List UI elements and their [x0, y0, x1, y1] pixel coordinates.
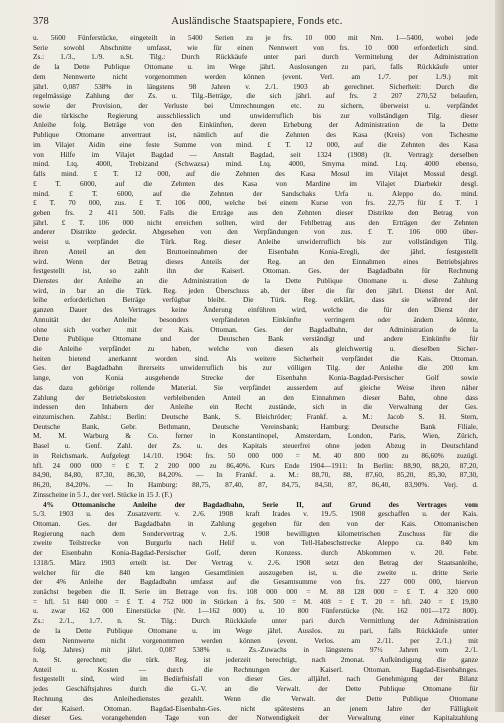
text-line: de la Dette Publique Ottomane u. im Wege jährl. Auslosungen zu pari, falls Rückkäufe unter [33, 62, 478, 72]
text-line: de la Dette Publique Ottomane u. im Wege jährl. Ausslos. zu pari, falls Rückkäufe unter [33, 625, 478, 635]
page-number: 378 [33, 16, 49, 27]
text-line: M. M. Warburg & Co. ferner in Konstantinopel, Amsterdam, London, Paris, Wien, Zürich, [33, 431, 478, 441]
text-line: Regierung nach dem Sondervertrag v. 2./6. 1908 bewilligten kilometrischen Zuschuss für die [33, 528, 478, 538]
text-line: Dette Publique Ottomane und der Deutschen Bank verständigt und andere Einkünfte für [33, 334, 478, 344]
text-line: wird. Wenn der Betrag dieses Anteils der Reg. an den Einnahmen eines Betriebsjahres [33, 256, 478, 266]
running-title: Ausländische Staatspapiere, Fonds etc. [171, 16, 343, 27]
text-line: = hfl. 51 840 000 = £ T. 4 752 000 in Stücken à frs. 500 = M. 408 = £ T. 20 = hfl. 240 = £ 19,80 [33, 596, 478, 606]
text-line: u. zwar 162 000 Einerstücke (Nr. 1—162 000) u. 10 800 Fünferstücke (Nr. 162 001—172 800). [33, 606, 478, 616]
text-line: Zahlung der Betriebskosten verbleibenden Anteil an den Einnahmen dieser Bahn, ohne dass [33, 392, 478, 402]
text-line: Zs.: 2./1., 1./7. n. St. Tilg.: Durch Rückkäufe unter pari durch Vermittlung der Administration [33, 616, 478, 626]
text-line: welcher für die 840 km langen Gesamtlinien auszugeben ist, u. die zweite u. dritte Serie [33, 567, 478, 577]
text-line: die Anleihe verpfändet zu haben, welche von diesen als gleichwertig u. dieselben Sicher- [33, 344, 478, 353]
text-line: in Reichsmark. Aufgelegt 14./10. 1904: frs. 50 000 000 = M. 40 800 000 zu 86,60% zuzügl. [33, 450, 478, 460]
text-line: falls mind. £ T. 12 000, auf die Zehnten des Kasa Mosul im Vilajet Mossul desgl. [33, 169, 478, 179]
text-line: zunächst begeben die II. Serie im Betrage von frs. 108 000 000 = M. 88 128 000 = £ T. 4 320 000 [33, 586, 478, 596]
text-line: Publique Ottomane anvertraut ist, nämlich auf die Zehnten des Kasa (Kreis) von Tschesme [33, 130, 478, 140]
page-header [33, 15, 481, 29]
text-line: lange, von Konia ausgehende Strecke der Eisenbahn Konia-Bagdad-Persischer Golf sowie [33, 373, 478, 383]
text-line: 5./3. 1903 u. des Zusatzvertr. v. 2./6. 1908 kraft Irades v. 19./5. 1908 geschaffen u. der Kais. [33, 509, 478, 519]
text-line: jedes Geschäftsjahres durch die G.-V. an die Verwalt. der Dette Publique Ottomane für [33, 684, 478, 694]
text-line: Serie sowohl Abschnitte umfasst, wie für einen Nennwert von frs. 10 000 erforderlich sind. [33, 42, 478, 52]
text-line: ihren Anteil an den Bruttoeinnahmen der Eisenbahn Konia-Eregli, der jährl. festgestellt [33, 246, 478, 256]
text-line: einzumischen. Zahlst.: Berlin: Deutsche Bank, S. Bleichröder; Frankf. a. M.: Jacob S. H. Stern, [33, 412, 478, 422]
page-gutter-shadow [495, 0, 504, 712]
text-line: ganzen Dauer des Vertrages keine Änderung einführen wird, welche die für den Dienst der [33, 305, 478, 315]
text-line: von Hilfe im Vilajet Bagdad — Anstalt Bagdad, seit 1324 (1908) (lt. Vertrag): derselben [33, 149, 478, 159]
text-line: heiten bietend anerkannt worden sind. Als weitere Sicherheit verpfändet die Kais. Ottoman. [33, 353, 478, 363]
text-line: zweite Teilstrecke von Burgurlu nach Helif u. von Tell-Habeschstrecke Aleppo ca. 840 km [33, 538, 478, 548]
text-line: dieser Ges. vorangehenden Tage von der Notwendigkeit der Verwaltung einer Kapitalzahlung [33, 713, 478, 723]
text-line: Ottoman. Ges. der Bagdadbahn in Zahlung gegeben für den von der Kais. Ottomanischen [33, 518, 478, 528]
text-line: hfl. 24 000 000 = £ T. 2 200 000 zu 86,40%. Kurs Ende 1904—1911: In Berlin: 88,90, 88,20, 87,20, [33, 460, 478, 470]
text-line: ohne sich vorher mit der Kais. Ottoman. Ges. der Bagdadbahn, der Administration de la [33, 324, 478, 334]
text-line: der 4% Anleihe der Bagdadbahn umfasst auf die Gesamtsumme von frs. 227 000 000, hiervon [33, 577, 478, 587]
text-line: jährl. £ T. 106 000 nicht erreichen sollten, wird der Fehlbetrag aus den Erträgen der Zehnten [33, 217, 478, 227]
text-line: folg. Jahres) mit jährl. 0,087 538% u. Zs.-Zuwachs in längstens 97½ Jahren vom 2./1. [33, 645, 478, 655]
text-line: Deutsche Bank, Gebr. Bethmann, Deutsche Vereinsbank; Hamburg: Deutsche Bank Filiale, [33, 421, 478, 431]
text-line: u. 5600 Fünferstücke, eingeteilt in 5400 Serien zu je frs. 10 000 mit Nrn. 1—5400, wobei jede [33, 33, 478, 42]
text-line: der Kaiserl. Ottoman. Bagdad-Eisenbahn-Ges. nicht spätestens an jenem Jahre der Fälligkeit [33, 703, 478, 713]
text-line: 84,90, 84,80, 87,30, 86,30, 84,20%. — In Frankf. a. M.: 88,70, 88, 87,60, 85,20, 85,30, 87,30, [33, 470, 478, 480]
text-line: sowie der Provision, der Verluste bei Umrechnungen etc. zu sichern, überweist u. verpfändet [33, 101, 478, 111]
text-line: das dazu gehörige rollende Material. Sie verpfändet ausserdem auf gleiche Weise ihren näher [33, 382, 478, 392]
text-line: dem Nennwerte nicht vorgenommen werden können (event. Verlos. am 2./11. per 2./1.) mit [33, 635, 478, 645]
text-line: im Vilajet Aidin eine feste Summe von mind. £ T. 12 000, auf die Zehnten des Kasa [33, 139, 478, 149]
text-line: weist u. verpfändet die Türk. Reg. dieser Anleihe unwiderruflich bis zur vollständigen Tilg. [33, 237, 478, 247]
text-line: mind. Ltq. 4000, Trebizand (Schwazsa) mind. Ltq. 4000, Smyrna mind. Ltq. 4000 ebenso, [33, 159, 478, 169]
body-text [33, 33, 478, 723]
text-line: Anleihe folg. Beträge von den Einkünften, deren Erhebung der Administration de la Dette [33, 120, 478, 130]
text-line: Ges. der Bagdadbahn ihrerseits unwiderruflich bis zur völligen Tilg. der Anleihe die 200 km [33, 363, 478, 373]
text-line: dem Nennwerte nicht vorgenommen werden können (event. Verl. am 1./7. per 1./9.) mit [33, 71, 478, 81]
text-line: der Eisenbahn Konia-Bagdad-Persischer Golf, deren Konzess. durch Abkommen v. 20. Febr. [33, 548, 478, 558]
text-line: mind. £ T. 6000, auf die Zehnten der Sandschaks Urfa u. Aleppo do. mind. [33, 188, 478, 198]
text-line: Basel u. Genf. Zahl. der Zs. u. des Kapitals steuerfrei ohne jeden Abzug in Deutschland [33, 441, 478, 451]
text-line: Rechnung des Anleihedienstes gezahlt. Wenn die Verwalt. der Dette Publique Ottomane [33, 693, 478, 703]
text-line: Zs.: 1./3., 1./9. n.St. Tilg.: Durch Rückkäufe unter pari durch Vermittelung der Administration [33, 52, 478, 62]
text-line: die türkische Regierung ausschliesslich und unwiderruflich bis zur vollständigen Tilg. dieser [33, 110, 478, 120]
text-line: Anteil u. Kosten — durch die Rechnungen der Kaiserl. Ottoman. Bagdad-Eisenbahnges. [33, 664, 478, 674]
text-line: leihe erforderlichen Beträge verfügbar bleibt. Die Türk. Reg. erklärt, dass sie während der [33, 295, 478, 305]
text-line: n. St. gerechnet; die türk. Reg. ist jederzeit berechtigt, nach 2monat. Aufkündigung die ganze [33, 655, 478, 664]
text-line: Dienstes der Anleihe an die Administration de la Dette Publique Ottomane u. diese Zahlung [33, 275, 478, 285]
text-line: geben frs. 2 411 500. Falls die Erträge aus den Zehnten dieser Distrikte den Betrag von [33, 207, 478, 217]
text-line: jährl. 0,087 538% in längstens 98 Jahren v. 2./1. 1903 ab gerechnet. Sicherheit: Durch die [33, 81, 478, 91]
text-line: £ T. 6000, auf die Zehnten des Kasa von Mardine im Vilajet Diarbekir desgl. [33, 178, 478, 188]
text-line: 1318/5. März 1903 erteilt ist. Der Vertrag v. 2./6. 1908 setzt den Betrag der Staatsanleihe, [33, 557, 478, 567]
text-line: 4% Ottomanische Anleihe der Bagdadbahn, Serie II, auf Grund des Vertrages vom [43, 499, 478, 509]
text-line: anderer Distrikte gedeckt. Abgesehen von den Verpfändungen von zus. £ T. 106 000 über- [33, 227, 478, 237]
text-line: indessen den Inhabern der Anleihe ein Recht zustände, sich in die Verwaltung der Ges. [33, 402, 478, 412]
text-line: festgestellt ist, so zahlt ihn der Kaiserl. Ottoman. Ges. der Bagdadbahn für Rechnung [33, 266, 478, 276]
text-line: Zinsscheine in 5 J., der verl. Stücke in 15 J. (F.) [33, 489, 173, 499]
text-line: wird, in bar an die Türk. Reg. jeden Überschuss ab, der über die für den jährl. Dienst der Anl. [33, 285, 478, 295]
text-line: Annuität der Anleihe besonders verpfändeten Einkünfte verringern oder ändern könnte, [33, 314, 478, 324]
text-line: regelmässige Zahlung der Zs. u. Tilg.-Beträge, die sich jährl. auf frs. 2 207 270,52 belaufen, [33, 91, 478, 101]
text-line: £ T. 70 000, zus. £ T. 106 000, welche bei einem Kurse von frs. 22,75 für £ T. 1 [33, 198, 478, 208]
text-line: 86,20, 84,20%. — In Hamburg: 88,75, 87,40, 87, 84,75, 84,50, 87, 86,40, 83,90%. Verj. d. [33, 480, 478, 490]
text-line: festgestellt sind, wird im Bedürfnisfall von dieser Ges. alljährl. nach Genehmigung der Bilanz [33, 674, 478, 684]
